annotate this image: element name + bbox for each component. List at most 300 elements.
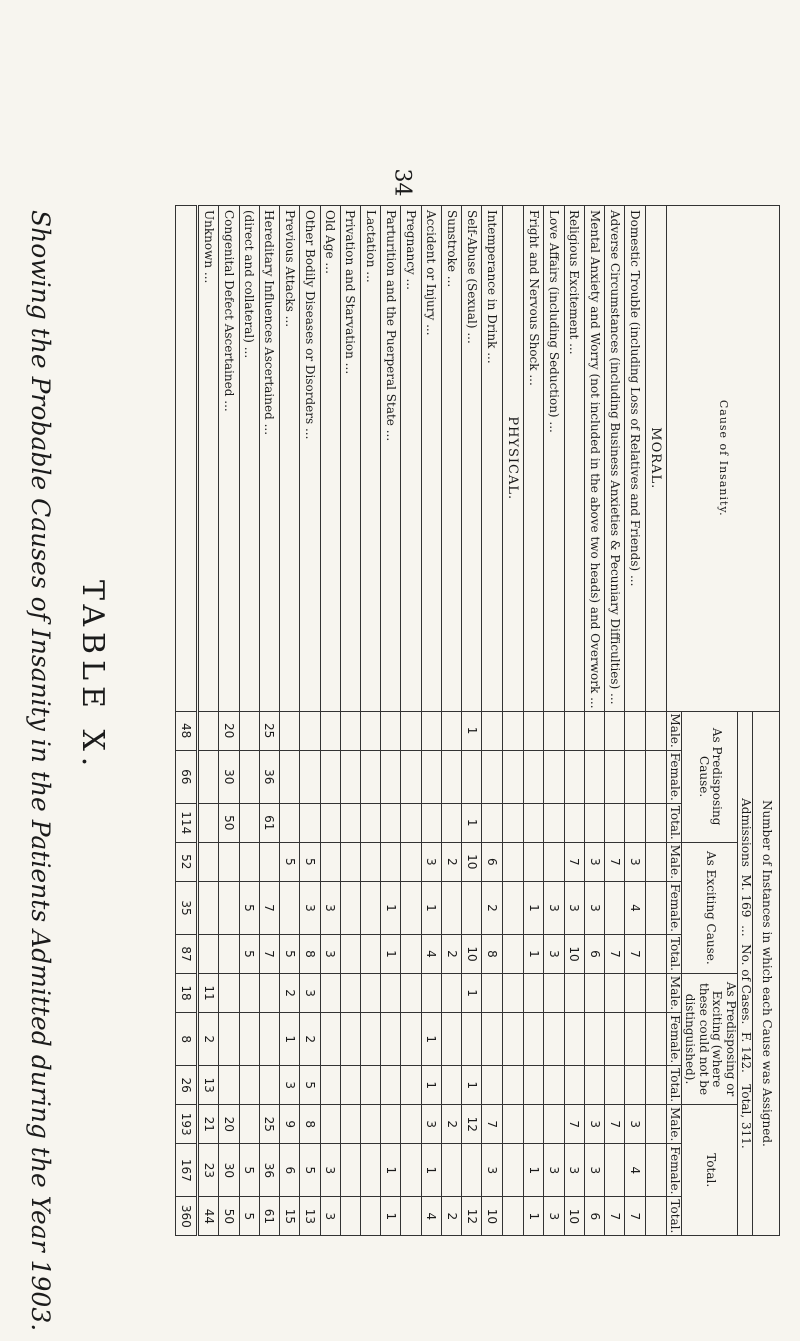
value-cell: 3	[544, 934, 564, 973]
value-cell: 1	[421, 1066, 441, 1105]
value-cell	[340, 934, 360, 973]
value-cell: 3	[544, 1144, 564, 1197]
sub-header-0-0: Male.	[667, 711, 682, 750]
value-cell: 6	[584, 934, 604, 973]
cause-label: Previous Attacks ...	[280, 206, 300, 712]
value-cell: 1	[381, 1144, 401, 1197]
empty-cell	[502, 750, 524, 803]
empty-cell	[502, 1066, 524, 1105]
value-cell	[482, 973, 502, 1012]
sub-header-1-1: Female.	[667, 881, 682, 934]
total-cell: 52	[176, 842, 198, 881]
value-cell: 2	[441, 1105, 461, 1144]
table-row	[625, 206, 645, 1236]
value-cell	[320, 1105, 340, 1144]
cause-label: (direct and collateral) ...	[239, 206, 259, 712]
value-cell: 3	[564, 881, 584, 934]
value-cell	[482, 750, 502, 803]
value-cell: 6	[584, 1197, 604, 1236]
value-cell	[239, 1013, 259, 1066]
value-cell: 2	[441, 1197, 461, 1236]
value-cell	[361, 711, 381, 750]
value-cell: 3	[320, 1197, 340, 1236]
value-cell: 6	[280, 1144, 300, 1197]
value-cell	[259, 842, 279, 881]
value-cell	[401, 1066, 421, 1105]
cause-label: Parturition and the Puerperal State ...	[381, 206, 401, 712]
value-cell: 7	[625, 1197, 645, 1236]
value-cell	[300, 803, 320, 842]
empty-cell	[645, 1013, 667, 1066]
value-cell	[280, 881, 300, 934]
value-cell	[320, 1013, 340, 1066]
value-cell	[421, 711, 441, 750]
value-cell: 3	[584, 842, 604, 881]
admissions-dots: ...	[739, 925, 753, 937]
value-cell	[544, 1013, 564, 1066]
cause-label: Old Age ...	[320, 206, 340, 712]
cause-label: Hereditary Influences Ascertained ...	[259, 206, 279, 712]
totals-label-cell	[176, 206, 198, 712]
value-cell: 5	[239, 934, 259, 973]
value-cell	[381, 1066, 401, 1105]
sub-header-3-2: Total.	[667, 1197, 682, 1236]
group-header-exciting: As Exciting Cause.	[682, 842, 738, 973]
value-cell	[300, 711, 320, 750]
value-cell: 5	[280, 934, 300, 973]
table-row	[462, 206, 482, 1236]
total-cell: 114	[176, 803, 198, 842]
value-cell	[544, 711, 564, 750]
admissions-cases-label: No. of Cases.	[739, 944, 753, 1025]
value-cell	[320, 973, 340, 1012]
table-row	[441, 206, 461, 1236]
value-cell	[381, 1013, 401, 1066]
value-cell	[340, 973, 360, 1012]
causes-table-wrapper	[175, 205, 780, 1235]
table-row	[482, 206, 502, 1236]
value-cell: 7	[564, 842, 584, 881]
value-cell	[441, 1013, 461, 1066]
value-cell	[462, 1144, 482, 1197]
value-cell	[381, 711, 401, 750]
value-cell	[584, 1066, 604, 1105]
table-row	[421, 206, 441, 1236]
value-cell	[219, 881, 239, 934]
value-cell: 5	[239, 1197, 259, 1236]
value-cell: 25	[259, 711, 279, 750]
total-cell: 35	[176, 881, 198, 934]
table-row	[645, 206, 667, 1236]
value-cell: 61	[259, 803, 279, 842]
value-cell: 3	[280, 1066, 300, 1105]
value-cell: 20	[219, 711, 239, 750]
value-cell: 3	[300, 973, 320, 1012]
table-row	[300, 206, 320, 1236]
value-cell: 4	[625, 1144, 645, 1197]
value-cell: 7	[605, 934, 625, 973]
page-number: 34	[389, 168, 415, 197]
value-cell	[524, 803, 544, 842]
value-cell: 3	[544, 881, 564, 934]
value-cell	[524, 711, 544, 750]
empty-cell	[645, 1066, 667, 1105]
value-cell: 36	[259, 750, 279, 803]
value-cell: 1	[462, 973, 482, 1012]
value-cell	[564, 1066, 584, 1105]
total-cell: 87	[176, 934, 198, 973]
value-cell: 7	[625, 934, 645, 973]
cause-label: Accident or Injury ...	[421, 206, 441, 712]
value-cell: 36	[259, 1144, 279, 1197]
cause-label: Unknown ...	[197, 206, 219, 712]
value-cell: 3	[421, 1105, 441, 1144]
value-cell	[401, 842, 421, 881]
value-cell	[219, 934, 239, 973]
value-cell: 30	[219, 1144, 239, 1197]
value-cell: 3	[320, 934, 340, 973]
value-cell	[625, 1066, 645, 1105]
value-cell	[259, 973, 279, 1012]
value-cell: 13	[197, 1066, 219, 1105]
value-cell	[219, 1066, 239, 1105]
value-cell: 13	[300, 1197, 320, 1236]
cause-label: Sunstroke ...	[441, 206, 461, 712]
value-cell	[625, 1013, 645, 1066]
value-cell	[361, 1105, 381, 1144]
value-cell	[441, 750, 461, 803]
empty-cell	[645, 1197, 667, 1236]
value-cell: 8	[300, 1105, 320, 1144]
value-cell	[340, 1105, 360, 1144]
value-cell	[564, 1013, 584, 1066]
cause-label: Congenital Defect Ascertained ...	[219, 206, 239, 712]
value-cell	[197, 711, 219, 750]
value-cell	[401, 803, 421, 842]
value-cell	[197, 750, 219, 803]
value-cell: 50	[219, 1197, 239, 1236]
value-cell	[544, 1066, 564, 1105]
admissions-total: Total, 311.	[739, 1084, 753, 1149]
value-cell: 10	[482, 1197, 502, 1236]
value-cell	[462, 1013, 482, 1066]
cause-label: Fright and Nervous Shock ...	[524, 206, 544, 712]
value-cell: 3	[482, 1144, 502, 1197]
value-cell: 8	[300, 934, 320, 973]
value-cell	[441, 1066, 461, 1105]
value-cell	[381, 1105, 401, 1144]
value-cell	[361, 1013, 381, 1066]
value-cell: 4	[421, 1197, 441, 1236]
value-cell: 3	[421, 842, 441, 881]
value-cell: 3	[625, 1105, 645, 1144]
value-cell	[584, 973, 604, 1012]
admissions-male: M. 169	[739, 874, 753, 918]
table-row	[320, 206, 340, 1236]
sub-header-1-2: Total.	[667, 934, 682, 973]
value-cell: 5	[239, 1144, 259, 1197]
value-cell: 3	[544, 1197, 564, 1236]
table-row	[605, 206, 625, 1236]
value-cell	[441, 711, 461, 750]
total-cell: 48	[176, 711, 198, 750]
value-cell	[381, 750, 401, 803]
value-cell	[544, 842, 564, 881]
value-cell	[361, 934, 381, 973]
value-cell	[625, 750, 645, 803]
value-cell: 1	[524, 1197, 544, 1236]
sub-header-0-1: Female.	[667, 750, 682, 803]
table-row	[280, 206, 300, 1236]
value-cell	[361, 1197, 381, 1236]
value-cell: 3	[300, 881, 320, 934]
value-cell: 7	[605, 842, 625, 881]
value-cell	[361, 1066, 381, 1105]
value-cell	[340, 1013, 360, 1066]
table-row	[381, 206, 401, 1236]
value-cell	[300, 750, 320, 803]
value-cell	[381, 803, 401, 842]
cause-header: Cause of Insanity.	[667, 206, 780, 712]
value-cell: 8	[482, 934, 502, 973]
value-cell	[320, 1066, 340, 1105]
group-header-undistinguished: As Predisposing or Exciting (where these could not be distinguished).	[682, 973, 738, 1104]
value-cell	[361, 842, 381, 881]
value-cell	[462, 750, 482, 803]
value-cell	[462, 881, 482, 934]
value-cell: 11	[197, 973, 219, 1012]
value-cell: 1	[524, 1144, 544, 1197]
value-cell: 5	[300, 1066, 320, 1105]
value-cell: 2	[300, 1013, 320, 1066]
table-title: TABLE X.	[75, 580, 110, 773]
empty-cell	[645, 750, 667, 803]
value-cell	[421, 973, 441, 1012]
value-cell	[361, 750, 381, 803]
value-cell	[605, 881, 625, 934]
value-cell	[482, 803, 502, 842]
total-cell: 193	[176, 1105, 198, 1144]
value-cell	[340, 711, 360, 750]
value-cell	[340, 803, 360, 842]
value-cell: 1	[421, 1013, 441, 1066]
table-row	[564, 206, 584, 1236]
value-cell	[584, 711, 604, 750]
value-cell	[361, 881, 381, 934]
table-row	[219, 206, 239, 1236]
table-subtitle: Showing the Probable Causes of Insanity in the Patients Admitted during the Year 1903.	[26, 210, 55, 1332]
empty-cell	[645, 881, 667, 934]
value-cell	[401, 881, 421, 934]
value-cell	[401, 1105, 421, 1144]
cause-label: Intemperance in Drink ...	[482, 206, 502, 712]
value-cell	[340, 842, 360, 881]
table-row	[197, 206, 219, 1236]
value-cell	[564, 803, 584, 842]
value-cell: 15	[280, 1197, 300, 1236]
value-cell	[421, 750, 441, 803]
value-cell: 20	[219, 1105, 239, 1144]
empty-cell	[645, 842, 667, 881]
table-row	[584, 206, 604, 1236]
value-cell: 10	[462, 842, 482, 881]
empty-cell	[645, 973, 667, 1012]
value-cell	[625, 803, 645, 842]
cause-label: Love Affairs (including Seduction) ...	[544, 206, 564, 712]
table-row	[524, 206, 544, 1236]
value-cell	[381, 973, 401, 1012]
value-cell: 1	[381, 881, 401, 934]
value-cell	[280, 711, 300, 750]
value-cell: 1	[524, 881, 544, 934]
table-body	[176, 206, 667, 1236]
value-cell: 21	[197, 1105, 219, 1144]
value-cell	[524, 973, 544, 1012]
value-cell	[340, 750, 360, 803]
value-cell: 4	[421, 934, 441, 973]
value-cell: 7	[605, 1105, 625, 1144]
value-cell	[482, 1066, 502, 1105]
cause-label: Pregnancy ...	[401, 206, 421, 712]
value-cell	[401, 1013, 421, 1066]
empty-cell	[502, 934, 524, 973]
empty-cell	[502, 881, 524, 934]
value-cell: 4	[625, 881, 645, 934]
value-cell	[219, 842, 239, 881]
value-cell	[197, 803, 219, 842]
value-cell: 5	[300, 842, 320, 881]
value-cell: 1	[381, 1197, 401, 1236]
value-cell	[239, 803, 259, 842]
value-cell	[524, 1105, 544, 1144]
value-cell: 5	[300, 1144, 320, 1197]
empty-cell	[645, 711, 667, 750]
value-cell: 1	[462, 711, 482, 750]
empty-cell	[645, 934, 667, 973]
value-cell	[239, 842, 259, 881]
value-cell	[401, 1144, 421, 1197]
value-cell	[584, 803, 604, 842]
value-cell: 7	[482, 1105, 502, 1144]
table-row	[259, 206, 279, 1236]
value-cell: 61	[259, 1197, 279, 1236]
value-cell	[239, 711, 259, 750]
empty-cell	[502, 1013, 524, 1066]
value-cell: 1	[462, 803, 482, 842]
value-cell	[239, 750, 259, 803]
sub-header-2-2: Total.	[667, 1066, 682, 1105]
value-cell	[605, 973, 625, 1012]
value-cell: 2	[482, 881, 502, 934]
value-cell	[361, 1144, 381, 1197]
value-cell	[340, 1144, 360, 1197]
value-cell: 9	[280, 1105, 300, 1144]
value-cell	[441, 881, 461, 934]
empty-cell	[502, 1105, 524, 1144]
empty-cell	[645, 803, 667, 842]
value-cell	[421, 803, 441, 842]
value-cell	[219, 973, 239, 1012]
value-cell	[605, 1066, 625, 1105]
sub-header-2-1: Female.	[667, 1013, 682, 1066]
value-cell: 1	[421, 1144, 441, 1197]
value-cell	[340, 1197, 360, 1236]
value-cell	[361, 803, 381, 842]
value-cell: 2	[197, 1013, 219, 1066]
cause-label: Mental Anxiety and Worry (not included in the above two heads) and Overwork ...	[584, 206, 604, 712]
value-cell	[564, 973, 584, 1012]
sub-header-1-0: Male.	[667, 842, 682, 881]
sub-header-0-2: Total.	[667, 803, 682, 842]
value-cell	[401, 934, 421, 973]
empty-cell	[645, 1105, 667, 1144]
group-header-predisposing: As Predisposing Cause.	[682, 711, 738, 842]
value-cell	[320, 842, 340, 881]
value-cell	[544, 750, 564, 803]
value-cell	[441, 803, 461, 842]
section-heading: PHYSICAL.	[502, 206, 524, 712]
table-row	[502, 206, 524, 1236]
value-cell: 3	[320, 1144, 340, 1197]
value-cell	[625, 711, 645, 750]
value-cell: 6	[482, 842, 502, 881]
group-header-total: Total.	[682, 1105, 738, 1236]
value-cell: 3	[584, 881, 604, 934]
admissions-header	[738, 711, 753, 1236]
value-cell	[259, 1066, 279, 1105]
value-cell	[197, 881, 219, 934]
value-cell	[605, 711, 625, 750]
empty-cell	[502, 1144, 524, 1197]
value-cell: 3	[625, 842, 645, 881]
table-row	[239, 206, 259, 1236]
value-cell: 50	[219, 803, 239, 842]
value-cell	[524, 842, 544, 881]
value-cell	[482, 711, 502, 750]
value-cell	[239, 973, 259, 1012]
value-cell: 10	[564, 1197, 584, 1236]
value-cell: 10	[564, 934, 584, 973]
sub-header-3-1: Female.	[667, 1144, 682, 1197]
value-cell	[625, 973, 645, 1012]
value-cell	[564, 711, 584, 750]
value-cell: 12	[462, 1105, 482, 1144]
section-heading: MORAL.	[645, 206, 667, 712]
cause-label: Self-Abuse (Sexual) ...	[462, 206, 482, 712]
table-row	[544, 206, 564, 1236]
total-cell: 8	[176, 1013, 198, 1066]
value-cell	[361, 973, 381, 1012]
value-cell: 7	[605, 1197, 625, 1236]
value-cell	[584, 1013, 604, 1066]
value-cell: 7	[259, 881, 279, 934]
value-cell: 2	[441, 842, 461, 881]
main-header: Number of Instances in which each Cause was Assigned.	[753, 711, 780, 1236]
value-cell: 3	[584, 1105, 604, 1144]
value-cell: 1	[280, 1013, 300, 1066]
sub-header-2-0: Male.	[667, 973, 682, 1012]
value-cell	[239, 1066, 259, 1105]
total-cell: 167	[176, 1144, 198, 1197]
value-cell: 12	[462, 1197, 482, 1236]
value-cell	[280, 803, 300, 842]
value-cell: 2	[441, 934, 461, 973]
value-cell	[524, 1013, 544, 1066]
totals-row	[176, 206, 198, 1236]
value-cell	[605, 1013, 625, 1066]
empty-cell	[502, 973, 524, 1012]
sub-header-3-0: Male.	[667, 1105, 682, 1144]
